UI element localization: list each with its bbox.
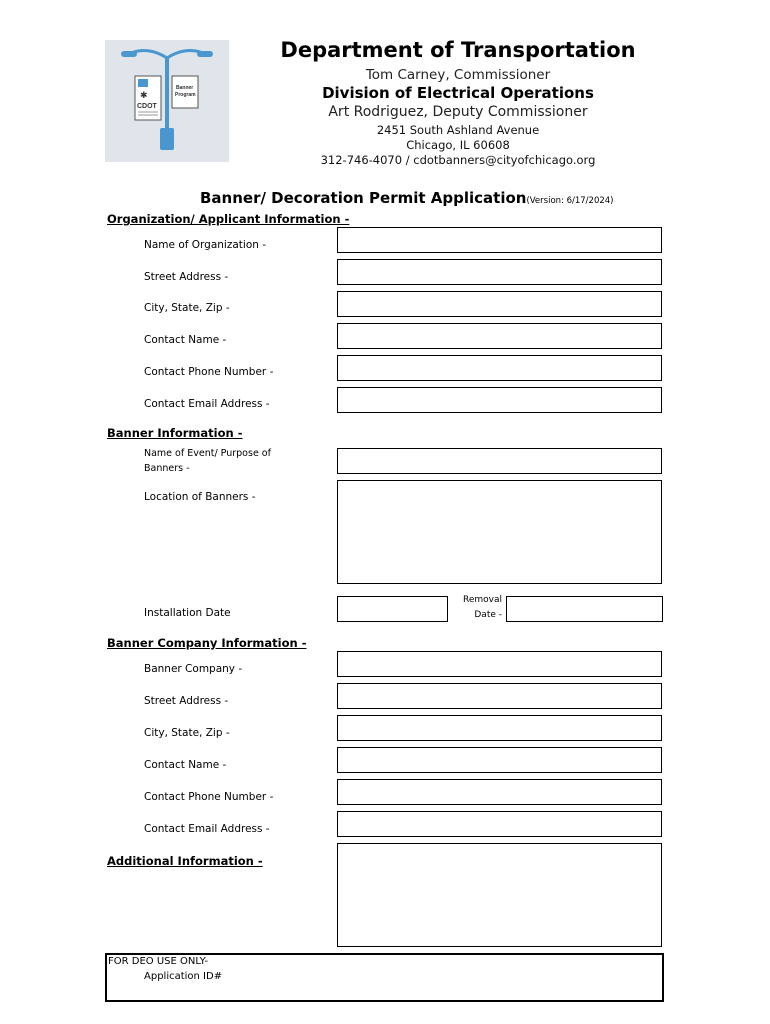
form-title bbox=[200, 189, 614, 207]
organization-section-heading: Organization/ Applicant Information - bbox=[107, 212, 350, 226]
logo-cdot-text: CDOT bbox=[137, 103, 157, 110]
company-contact-name-label: Contact Name - bbox=[144, 759, 227, 771]
company-email-field[interactable] bbox=[337, 811, 662, 837]
org-email-field[interactable] bbox=[337, 387, 662, 413]
event-purpose-label-line1: Name of Event/ Purpose of bbox=[144, 448, 271, 459]
company-street-label: Street Address - bbox=[144, 695, 229, 707]
form-version: (Version: 6/17/2024) bbox=[526, 196, 614, 206]
svg-text:✱: ✱ bbox=[140, 91, 148, 101]
cdot-banner-program-logo bbox=[105, 40, 229, 162]
company-city-field[interactable] bbox=[337, 715, 662, 741]
company-phone-field[interactable] bbox=[337, 779, 662, 805]
org-contact-name-field[interactable] bbox=[337, 323, 662, 349]
division-title: Division of Electrical Operations bbox=[322, 84, 594, 102]
org-city-label: City, State, Zip - bbox=[144, 302, 230, 314]
org-street-field[interactable] bbox=[337, 259, 662, 285]
banner-section-heading: Banner Information - bbox=[107, 426, 243, 440]
org-email-label: Contact Email Address - bbox=[144, 398, 270, 410]
additional-info-heading: Additional Information - bbox=[107, 854, 263, 868]
company-street-field[interactable] bbox=[337, 683, 662, 709]
company-name-field[interactable] bbox=[337, 651, 662, 677]
streetlight-banner-icon bbox=[105, 40, 229, 162]
removal-date-label bbox=[460, 593, 502, 623]
org-city-field[interactable] bbox=[337, 291, 662, 317]
org-name-field[interactable] bbox=[337, 227, 662, 253]
org-name-label: Name of Organization - bbox=[144, 239, 267, 251]
banner-location-field[interactable] bbox=[337, 480, 662, 584]
company-section-heading: Banner Company Information - bbox=[107, 636, 307, 650]
org-phone-field[interactable] bbox=[337, 355, 662, 381]
department-title: Department of Transportation bbox=[280, 38, 636, 62]
address-line1: 2451 South Ashland Avenue bbox=[376, 123, 540, 137]
company-contact-name-field[interactable] bbox=[337, 747, 662, 773]
company-email-label: Contact Email Address - bbox=[144, 823, 270, 835]
application-id-label: Application ID# bbox=[144, 971, 223, 982]
org-contact-name-label: Contact Name - bbox=[144, 334, 227, 346]
deputy-line: Art Rodriguez, Deputy Commissioner bbox=[328, 104, 588, 120]
address-line2: Chicago, IL 60608 bbox=[406, 138, 510, 152]
installation-date-field[interactable] bbox=[337, 596, 448, 622]
logo-sign-line2: Program bbox=[175, 92, 196, 98]
event-purpose-label-line2: Banners - bbox=[144, 463, 190, 474]
company-phone-label: Contact Phone Number - bbox=[144, 791, 274, 803]
removal-date-label-line2: Date - bbox=[474, 610, 502, 620]
additional-info-field[interactable] bbox=[337, 843, 662, 947]
company-city-label: City, State, Zip - bbox=[144, 727, 230, 739]
contact-line: 312-746-4070 / cdotbanners@cityofchicago.org bbox=[320, 153, 596, 167]
removal-date-field[interactable] bbox=[506, 596, 663, 622]
removal-date-label-line1: Removal bbox=[462, 595, 502, 605]
commissioner-line: Tom Carney, Commissioner bbox=[365, 67, 551, 83]
event-purpose-label bbox=[144, 446, 284, 476]
installation-date-label: Installation Date bbox=[144, 607, 231, 619]
org-phone-label: Contact Phone Number - bbox=[144, 366, 274, 378]
event-purpose-field[interactable] bbox=[337, 448, 662, 474]
company-name-label: Banner Company - bbox=[144, 663, 243, 675]
office-use-title: FOR DEO USE ONLY- bbox=[108, 956, 209, 967]
org-street-label: Street Address - bbox=[144, 271, 229, 283]
form-title-text: Banner/ Decoration Permit Application bbox=[200, 189, 527, 207]
logo-sign-line1: Banner bbox=[176, 85, 194, 91]
banner-location-label: Location of Banners - bbox=[144, 491, 256, 503]
